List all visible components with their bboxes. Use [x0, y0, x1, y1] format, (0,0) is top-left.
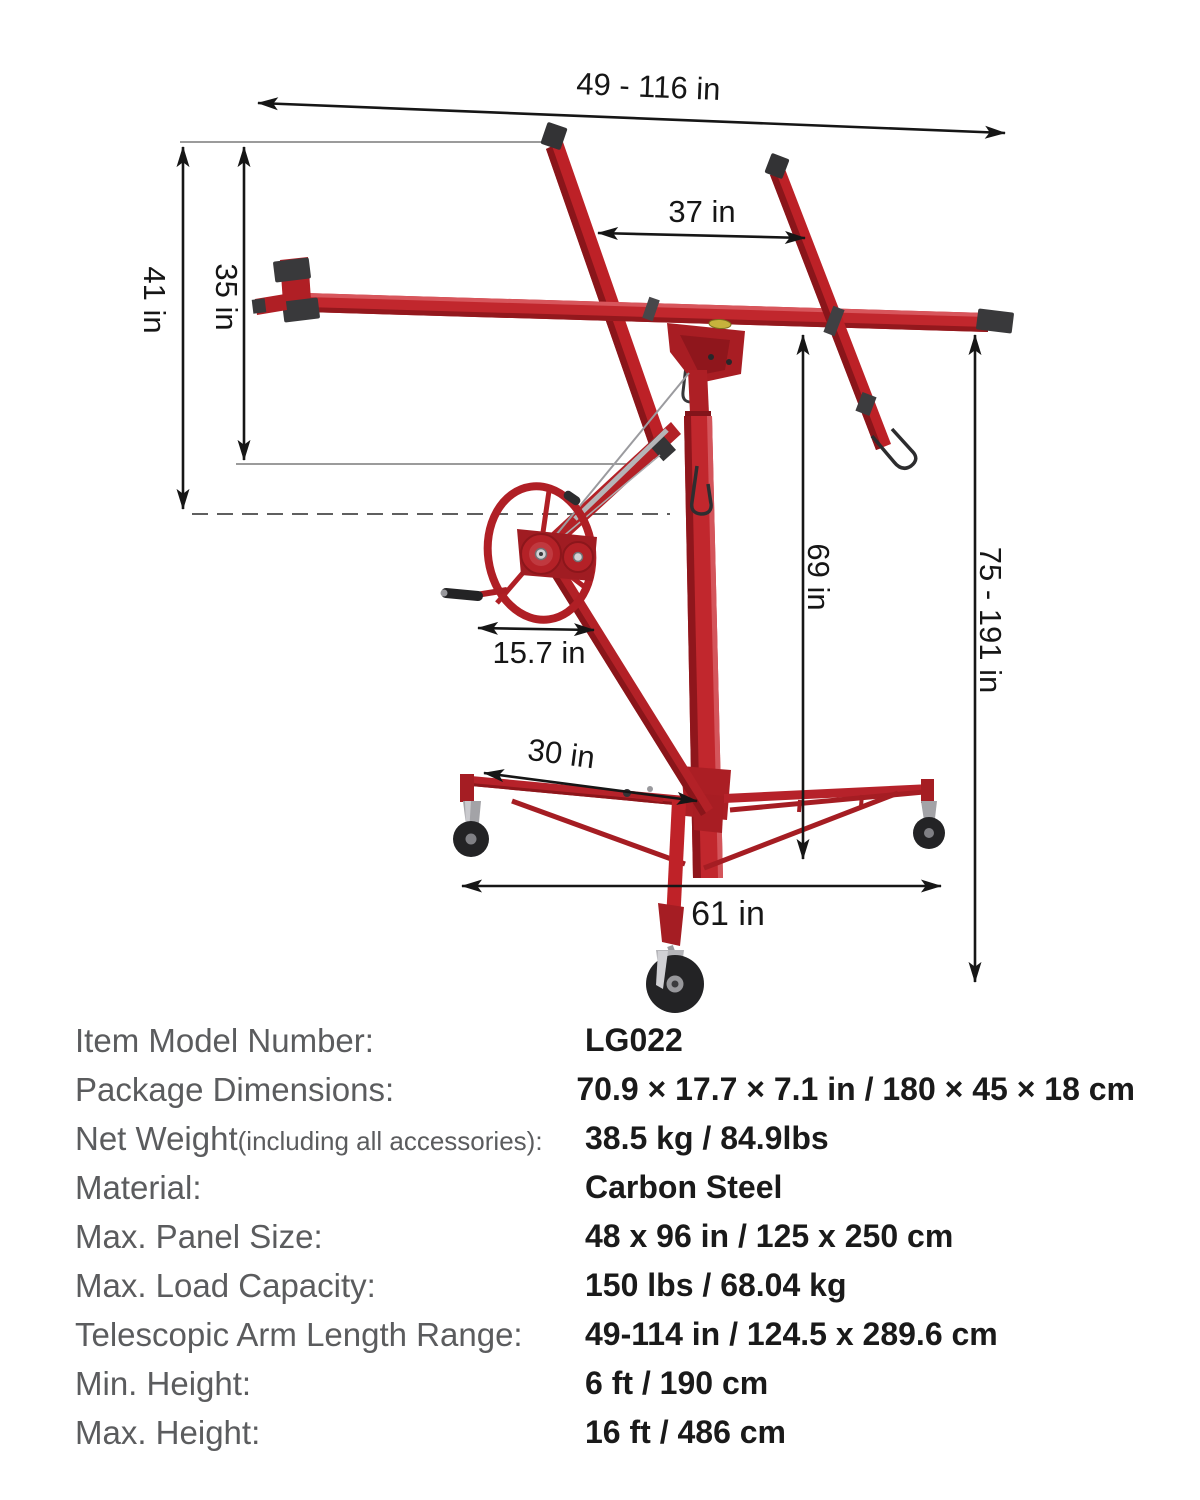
- dim-75-191in: [973, 335, 1008, 982]
- spec-label: Max. Panel Size:: [75, 1218, 323, 1255]
- hub-pin: [647, 786, 653, 792]
- bracket-bolt: [708, 354, 714, 360]
- telescoping-rod: [575, 430, 667, 519]
- spec-row-max-height: [75, 1408, 1135, 1457]
- crank-handle-cap: [441, 590, 448, 597]
- winch-drum-bolt-center: [539, 552, 543, 556]
- spec-row-package-dimensions: [75, 1065, 1135, 1114]
- spec-label: Min. Height:: [75, 1365, 252, 1402]
- dim-37in: [598, 194, 805, 238]
- dim-label-arm-range: 49 - 116 in: [575, 66, 722, 108]
- spec-label: Net Weight(including all accessories):: [75, 1120, 543, 1157]
- spec-value: LG022: [585, 1022, 683, 1058]
- left-leg-post: [460, 774, 474, 802]
- mast-upper-tube: [688, 370, 709, 414]
- dim-69in: [801, 335, 836, 859]
- dim-label-69in: 69 in: [801, 543, 836, 611]
- dim-41in: [137, 147, 183, 509]
- cross-beam-right-cap: [976, 308, 1014, 333]
- dim-label-41in: 41 in: [137, 266, 172, 334]
- drywall-lift-illustration: [252, 122, 1014, 1013]
- dim-label-75-191in: 75 - 191 in: [973, 546, 1008, 694]
- spec-row-material: [75, 1163, 1135, 1212]
- spec-row-max-load-capacity: [75, 1261, 1135, 1310]
- spec-row-min-height: [75, 1359, 1135, 1408]
- spec-label-note: (including all accessories):: [237, 1126, 543, 1156]
- spec-label: Package Dimensions:: [75, 1071, 395, 1108]
- spec-value: 70.9 × 17.7 × 7.1 in / 180 × 45 × 18 cm: [576, 1071, 1135, 1107]
- crank-wheel-assembly: [441, 479, 601, 626]
- right-leg-post: [921, 779, 934, 803]
- winch-pulley-bolt: [574, 553, 583, 562]
- spec-label: Telescopic Arm Length Range:: [75, 1316, 523, 1353]
- spec-value: Carbon Steel: [585, 1169, 783, 1205]
- spec-row-model: [75, 1016, 1135, 1065]
- brace-left: [512, 801, 685, 864]
- spec-label: Max. Height:: [75, 1414, 261, 1451]
- dim-label-37in: 37 in: [668, 194, 736, 229]
- dim-15-7in: [478, 628, 594, 670]
- bracket-bolt: [726, 359, 732, 365]
- spec-value: 16 ft / 486 cm: [585, 1414, 786, 1450]
- left-end-cap-top: [273, 257, 311, 282]
- spec-row-max-panel-size: [75, 1212, 1135, 1261]
- left-end-tab-cap: [252, 298, 267, 313]
- crank-handle-grip: [446, 593, 478, 596]
- dim-label-61in: 61 in: [691, 895, 765, 933]
- spec-value: 48 x 96 in / 125 x 250 cm: [585, 1218, 954, 1254]
- front-leg-bracket: [658, 903, 684, 946]
- dim-arm-range: [258, 66, 1005, 133]
- caster-hub-right: [924, 828, 934, 838]
- caster-hub-front-center: [672, 981, 679, 988]
- spec-row-net-weight: [75, 1114, 1135, 1163]
- right-leg-strut: [799, 800, 800, 812]
- dim-label-30in: 30 in: [525, 731, 597, 776]
- spec-label: Material:: [75, 1169, 202, 1206]
- spec-value: 6 ft / 190 cm: [585, 1365, 769, 1401]
- spec-row-telescopic-arm-range: [75, 1310, 1135, 1359]
- spec-value: 49-114 in / 124.5 x 289.6 cm: [585, 1316, 998, 1352]
- spec-value: 38.5 kg / 84.9lbs: [585, 1120, 829, 1156]
- caster-hub-left: [466, 834, 477, 845]
- dim-35in: [209, 147, 244, 460]
- spec-label: Item Model Number:: [75, 1022, 374, 1059]
- left-end-cap-bottom: [282, 297, 320, 322]
- spec-label: Max. Load Capacity:: [75, 1267, 376, 1304]
- dim-label-15-7in: 15.7 in: [492, 635, 586, 670]
- spec-table: [75, 1016, 1135, 1457]
- spec-value: 150 lbs / 68.04 kg: [585, 1267, 847, 1303]
- boom-lower-shade: [543, 559, 706, 816]
- dim-61in: [462, 886, 941, 933]
- reference-lines: [180, 142, 670, 514]
- dim-label-35in: 35 in: [209, 263, 244, 331]
